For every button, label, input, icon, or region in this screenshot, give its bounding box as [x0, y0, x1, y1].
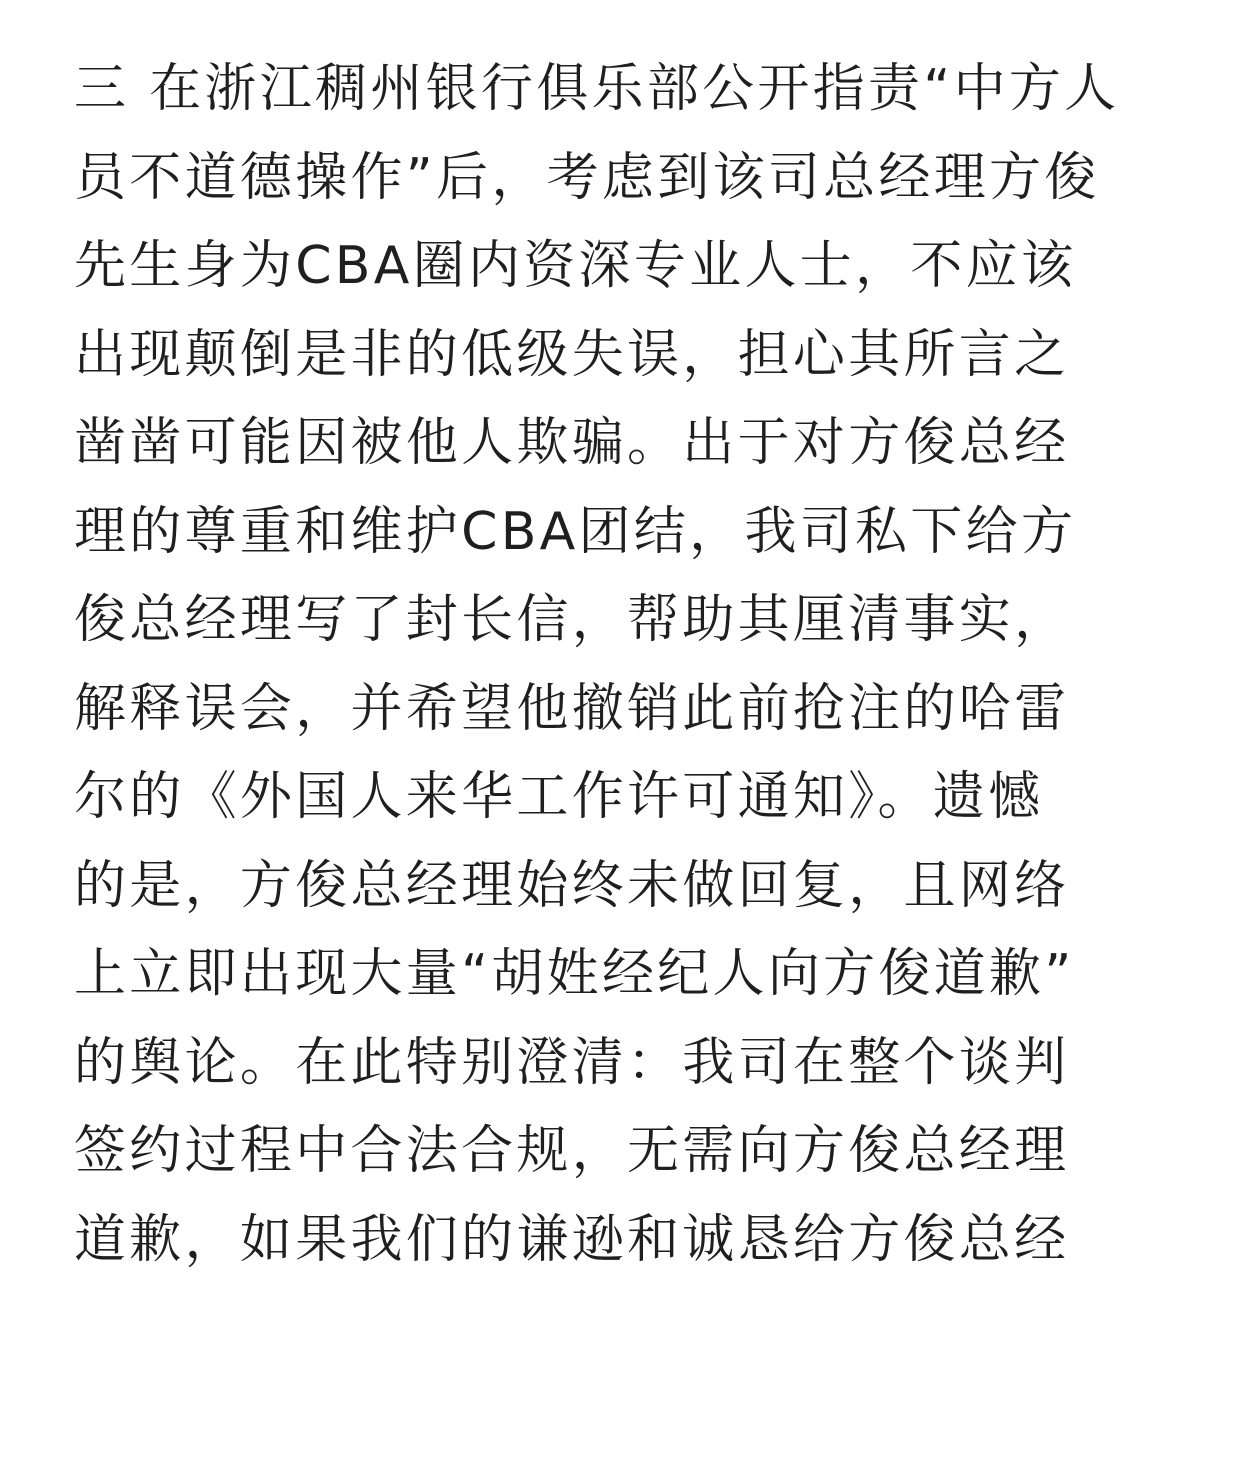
- article-body: [74, 45, 1184, 1284]
- text-line: 理的尊重和维护CBA团结，我司私下给方: [74, 501, 1077, 562]
- text-line: 道歉，如果我们的谦逊和诚恳给方俊总经: [74, 1209, 1070, 1270]
- text-line: 解释误会，并希望他撤销此前抢注的哈雷: [74, 678, 1070, 739]
- text-line: 的舆论。在此特别澄清：我司在整个谈判: [74, 1032, 1070, 1093]
- text-line: 凿凿可能因被他人欺骗。出于对方俊总经: [74, 413, 1070, 473]
- text-line: 的是，方俊总经理始终未做回复，且网络: [74, 855, 1070, 916]
- text-line: 签约过程中合法合规，无需向方俊总经理: [74, 1121, 1070, 1181]
- text-line: 员不道德操作”后，考虑到该司总经理方俊: [74, 147, 1100, 208]
- text-line: 三 在浙江稠州银行俱乐部公开指责“中方人: [74, 59, 1120, 119]
- text-line: 先生身为CBA圈内资深专业人士，不应该: [74, 236, 1077, 296]
- text-line: 尔的《外国人来华工作许可通知》。遗憾: [74, 767, 1044, 827]
- text-line: 上立即出现大量“胡姓经纪人向方俊道歉”: [74, 944, 1075, 1004]
- text-line: 俊总经理写了封长信，帮助其厘清事实，: [74, 590, 1070, 650]
- text-line: 出现颠倒是非的低级失误，担心其所言之: [74, 324, 1070, 385]
